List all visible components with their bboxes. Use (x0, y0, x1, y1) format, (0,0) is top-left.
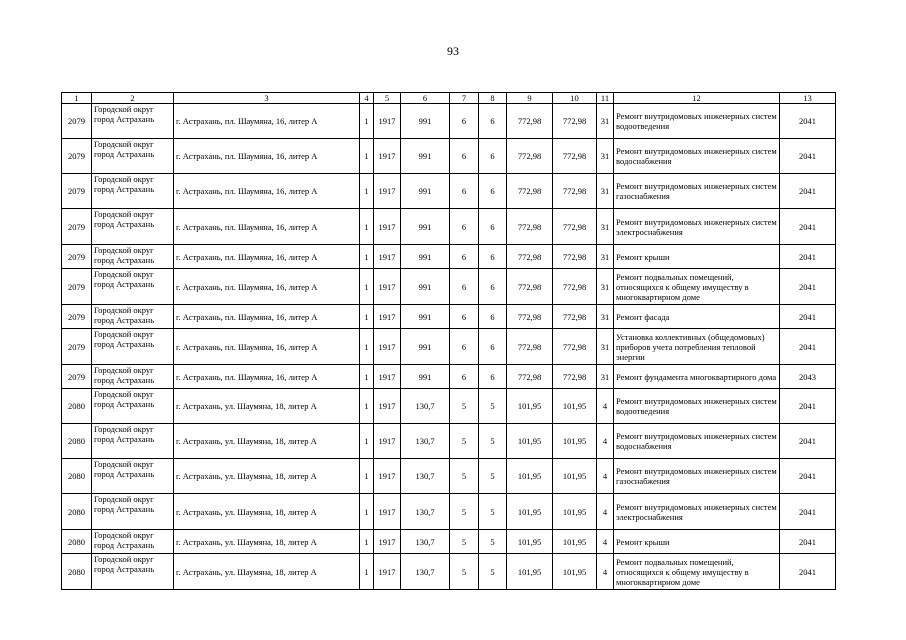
floors-min-cell: 6 (479, 104, 507, 139)
address-cell: г. Астрахань, ул. Шаумяна, 18, литер А (174, 389, 360, 424)
building-count-cell: 1 (360, 174, 374, 209)
floors-min-cell: 5 (479, 494, 507, 530)
column-header: 4 (360, 93, 374, 104)
residential-area-cell: 101,95 (507, 554, 553, 590)
residents-count-cell: 31 (597, 329, 614, 365)
table-row (62, 494, 836, 530)
floors-min-cell: 5 (479, 424, 507, 459)
total-area-cell: 991 (401, 269, 450, 305)
total-area-cell: 991 (401, 305, 450, 329)
row-number-cell: 2079 (62, 174, 92, 209)
address-cell: г. Астрахань, ул. Шаумяна, 18, литер А (174, 494, 360, 530)
row-number-cell: 2080 (62, 554, 92, 590)
residents-count-cell: 31 (597, 245, 614, 269)
building-count-cell: 1 (360, 554, 374, 590)
residential-area-cell: 772,98 (507, 365, 553, 389)
municipality-cell: Городской округ город Астрахань (92, 245, 174, 269)
column-header: 12 (614, 93, 780, 104)
floors-min-cell: 6 (479, 209, 507, 245)
residents-count-cell: 31 (597, 104, 614, 139)
repair-work-type-cell: Ремонт фундамента многоквартирного дома (614, 365, 780, 389)
address-cell: г. Астрахань, ул. Шаумяна, 18, литер А (174, 554, 360, 590)
floors-min-cell: 5 (479, 554, 507, 590)
total-area-cell: 130,7 (401, 424, 450, 459)
residential-area-cell: 101,95 (507, 424, 553, 459)
owned-area-cell: 772,98 (553, 104, 597, 139)
owned-area-cell: 772,98 (553, 365, 597, 389)
repair-work-type-cell: Ремонт крыши (614, 245, 780, 269)
total-area-cell: 991 (401, 365, 450, 389)
floors-max-cell: 5 (450, 554, 479, 590)
residential-area-cell: 772,98 (507, 269, 553, 305)
repair-work-type-cell: Ремонт подвальных помещений, относящихся к общему имуществу в многоквартирном доме (614, 269, 780, 305)
building-count-cell: 1 (360, 389, 374, 424)
row-number-cell: 2079 (62, 365, 92, 389)
row-number-cell: 2080 (62, 424, 92, 459)
total-area-cell: 991 (401, 174, 450, 209)
floors-max-cell: 6 (450, 209, 479, 245)
construction-year-cell: 1917 (374, 530, 401, 554)
residents-count-cell: 4 (597, 389, 614, 424)
construction-year-cell: 1917 (374, 174, 401, 209)
construction-year-cell: 1917 (374, 389, 401, 424)
row-number-cell: 2080 (62, 530, 92, 554)
total-area-cell: 991 (401, 245, 450, 269)
row-number-cell: 2080 (62, 389, 92, 424)
floors-min-cell: 5 (479, 389, 507, 424)
total-area-cell: 130,7 (401, 389, 450, 424)
column-number-row (62, 93, 836, 104)
planned-year-cell: 2041 (780, 554, 836, 590)
column-header: 6 (401, 93, 450, 104)
residents-count-cell: 31 (597, 139, 614, 174)
table-row (62, 424, 836, 459)
address-cell: г. Астрахань, ул. Шаумяна, 18, литер А (174, 459, 360, 494)
residents-count-cell: 4 (597, 494, 614, 530)
repair-work-type-cell: Ремонт внутридомовых инженерных систем электроснабжения (614, 494, 780, 530)
column-header: 7 (450, 93, 479, 104)
residential-area-cell: 772,98 (507, 104, 553, 139)
floors-max-cell: 5 (450, 424, 479, 459)
residents-count-cell: 31 (597, 305, 614, 329)
page-number: 93 (447, 44, 459, 58)
address-cell: г. Астрахань, ул. Шаумяна, 18, литер А (174, 424, 360, 459)
repair-work-type-cell: Ремонт внутридомовых инженерных систем электроснабжения (614, 209, 780, 245)
address-cell: г. Астрахань, пл. Шаумяна, 16, литер А (174, 329, 360, 365)
planned-year-cell: 2043 (780, 365, 836, 389)
municipality-cell: Городской округ город Астрахань (92, 139, 174, 174)
owned-area-cell: 772,98 (553, 174, 597, 209)
floors-max-cell: 6 (450, 305, 479, 329)
repair-work-type-cell: Ремонт внутридомовых инженерных систем водоотведения (614, 104, 780, 139)
planned-year-cell: 2041 (780, 269, 836, 305)
floors-max-cell: 6 (450, 245, 479, 269)
residential-area-cell: 772,98 (507, 174, 553, 209)
floors-max-cell: 6 (450, 104, 479, 139)
column-header: 3 (174, 93, 360, 104)
residential-area-cell: 772,98 (507, 329, 553, 365)
total-area-cell: 991 (401, 209, 450, 245)
planned-year-cell: 2041 (780, 245, 836, 269)
owned-area-cell: 772,98 (553, 329, 597, 365)
building-count-cell: 1 (360, 424, 374, 459)
residents-count-cell: 31 (597, 365, 614, 389)
total-area-cell: 130,7 (401, 554, 450, 590)
column-header: 1 (62, 93, 92, 104)
owned-area-cell: 772,98 (553, 305, 597, 329)
municipality-cell: Городской округ город Астрахань (92, 424, 174, 459)
floors-min-cell: 6 (479, 329, 507, 365)
municipality-cell: Городской округ город Астрахань (92, 459, 174, 494)
floors-min-cell: 5 (479, 459, 507, 494)
floors-max-cell: 6 (450, 329, 479, 365)
column-header: 9 (507, 93, 553, 104)
planned-year-cell: 2041 (780, 424, 836, 459)
planned-year-cell: 2041 (780, 139, 836, 174)
construction-year-cell: 1917 (374, 329, 401, 365)
address-cell: г. Астрахань, пл. Шаумяна, 16, литер А (174, 305, 360, 329)
construction-year-cell: 1917 (374, 104, 401, 139)
planned-year-cell: 2041 (780, 329, 836, 365)
municipality-cell: Городской округ город Астрахань (92, 104, 174, 139)
repair-work-type-cell: Ремонт внутридомовых инженерных систем газоснабжения (614, 174, 780, 209)
floors-min-cell: 6 (479, 245, 507, 269)
planned-year-cell: 2041 (780, 494, 836, 530)
building-count-cell: 1 (360, 365, 374, 389)
floors-max-cell: 6 (450, 269, 479, 305)
floors-max-cell: 5 (450, 494, 479, 530)
row-number-cell: 2080 (62, 494, 92, 530)
municipality-cell: Городской округ город Астрахань (92, 174, 174, 209)
building-count-cell: 1 (360, 245, 374, 269)
total-area-cell: 130,7 (401, 530, 450, 554)
residents-count-cell: 4 (597, 459, 614, 494)
floors-max-cell: 5 (450, 530, 479, 554)
table-row (62, 365, 836, 389)
floors-min-cell: 5 (479, 530, 507, 554)
building-count-cell: 1 (360, 530, 374, 554)
row-number-cell: 2079 (62, 329, 92, 365)
building-count-cell: 1 (360, 104, 374, 139)
owned-area-cell: 772,98 (553, 269, 597, 305)
residents-count-cell: 4 (597, 554, 614, 590)
construction-year-cell: 1917 (374, 305, 401, 329)
row-number-cell: 2079 (62, 305, 92, 329)
row-number-cell: 2080 (62, 459, 92, 494)
total-area-cell: 130,7 (401, 494, 450, 530)
floors-min-cell: 6 (479, 269, 507, 305)
owned-area-cell: 101,95 (553, 554, 597, 590)
address-cell: г. Астрахань, пл. Шаумяна, 16, литер А (174, 209, 360, 245)
owned-area-cell: 772,98 (553, 209, 597, 245)
column-header: 5 (374, 93, 401, 104)
building-count-cell: 1 (360, 494, 374, 530)
repair-work-type-cell: Ремонт крыши (614, 530, 780, 554)
planned-year-cell: 2041 (780, 389, 836, 424)
column-header: 10 (553, 93, 597, 104)
construction-year-cell: 1917 (374, 209, 401, 245)
residential-area-cell: 101,95 (507, 530, 553, 554)
planned-year-cell: 2041 (780, 209, 836, 245)
address-cell: г. Астрахань, пл. Шаумяна, 16, литер А (174, 174, 360, 209)
residents-count-cell: 4 (597, 530, 614, 554)
owned-area-cell: 101,95 (553, 494, 597, 530)
building-count-cell: 1 (360, 459, 374, 494)
row-number-cell: 2079 (62, 245, 92, 269)
table-row (62, 245, 836, 269)
table-row (62, 269, 836, 305)
floors-max-cell: 6 (450, 139, 479, 174)
floors-min-cell: 6 (479, 174, 507, 209)
floors-min-cell: 6 (479, 365, 507, 389)
table-row (62, 174, 836, 209)
construction-year-cell: 1917 (374, 494, 401, 530)
owned-area-cell: 772,98 (553, 245, 597, 269)
municipality-cell: Городской округ город Астрахань (92, 209, 174, 245)
municipality-cell: Городской округ город Астрахань (92, 305, 174, 329)
planned-year-cell: 2041 (780, 530, 836, 554)
residents-count-cell: 31 (597, 209, 614, 245)
table-row (62, 139, 836, 174)
repair-work-type-cell: Ремонт внутридомовых инженерных систем водоотведения (614, 389, 780, 424)
column-header: 8 (479, 93, 507, 104)
construction-year-cell: 1917 (374, 459, 401, 494)
repair-work-type-cell: Ремонт внутридомовых инженерных систем водоснабжения (614, 424, 780, 459)
table-row (62, 389, 836, 424)
table-row (62, 459, 836, 494)
floors-max-cell: 5 (450, 389, 479, 424)
residential-area-cell: 772,98 (507, 209, 553, 245)
floors-min-cell: 6 (479, 305, 507, 329)
municipality-cell: Городской округ город Астрахань (92, 365, 174, 389)
residents-count-cell: 4 (597, 424, 614, 459)
municipality-cell: Городской округ город Астрахань (92, 269, 174, 305)
address-cell: г. Астрахань, пл. Шаумяна, 16, литер А (174, 245, 360, 269)
address-cell: г. Астрахань, пл. Шаумяна, 16, литер А (174, 104, 360, 139)
owned-area-cell: 101,95 (553, 459, 597, 494)
address-cell: г. Астрахань, пл. Шаумяна, 16, литер А (174, 365, 360, 389)
row-number-cell: 2079 (62, 139, 92, 174)
total-area-cell: 991 (401, 329, 450, 365)
table-row (62, 305, 836, 329)
housing-repair-table (61, 92, 836, 590)
owned-area-cell: 772,98 (553, 139, 597, 174)
table-row (62, 209, 836, 245)
floors-max-cell: 6 (450, 365, 479, 389)
municipality-cell: Городской округ город Астрахань (92, 329, 174, 365)
residential-area-cell: 101,95 (507, 494, 553, 530)
address-cell: г. Астрахань, пл. Шаумяна, 16, литер А (174, 139, 360, 174)
municipality-cell: Городской округ город Астрахань (92, 389, 174, 424)
repair-work-type-cell: Ремонт внутридомовых инженерных систем газоснабжения (614, 459, 780, 494)
column-header: 11 (597, 93, 614, 104)
row-number-cell: 2079 (62, 104, 92, 139)
table-row (62, 329, 836, 365)
residents-count-cell: 31 (597, 174, 614, 209)
column-header: 13 (780, 93, 836, 104)
address-cell: г. Астрахань, пл. Шаумяна, 16, литер А (174, 269, 360, 305)
floors-max-cell: 6 (450, 174, 479, 209)
building-count-cell: 1 (360, 209, 374, 245)
construction-year-cell: 1917 (374, 139, 401, 174)
building-count-cell: 1 (360, 269, 374, 305)
municipality-cell: Городской округ город Астрахань (92, 530, 174, 554)
floors-max-cell: 5 (450, 459, 479, 494)
total-area-cell: 130,7 (401, 459, 450, 494)
planned-year-cell: 2041 (780, 459, 836, 494)
construction-year-cell: 1917 (374, 245, 401, 269)
column-header: 2 (92, 93, 174, 104)
table-row (62, 104, 836, 139)
municipality-cell: Городской округ город Астрахань (92, 554, 174, 590)
building-count-cell: 1 (360, 329, 374, 365)
planned-year-cell: 2041 (780, 104, 836, 139)
residential-area-cell: 772,98 (507, 139, 553, 174)
construction-year-cell: 1917 (374, 269, 401, 305)
address-cell: г. Астрахань, ул. Шаумяна, 18, литер А (174, 530, 360, 554)
owned-area-cell: 101,95 (553, 389, 597, 424)
building-count-cell: 1 (360, 305, 374, 329)
table-row (62, 530, 836, 554)
residential-area-cell: 101,95 (507, 459, 553, 494)
planned-year-cell: 2041 (780, 305, 836, 329)
construction-year-cell: 1917 (374, 554, 401, 590)
repair-work-type-cell: Ремонт подвальных помещений, относящихся к общему имуществу в многоквартирном доме (614, 554, 780, 590)
row-number-cell: 2079 (62, 269, 92, 305)
owned-area-cell: 101,95 (553, 424, 597, 459)
municipality-cell: Городской округ город Астрахань (92, 494, 174, 530)
residential-area-cell: 772,98 (507, 245, 553, 269)
row-number-cell: 2079 (62, 209, 92, 245)
building-count-cell: 1 (360, 139, 374, 174)
floors-min-cell: 6 (479, 139, 507, 174)
repair-work-type-cell: Ремонт фасада (614, 305, 780, 329)
table-row (62, 554, 836, 590)
construction-year-cell: 1917 (374, 424, 401, 459)
residents-count-cell: 31 (597, 269, 614, 305)
residential-area-cell: 101,95 (507, 389, 553, 424)
repair-work-type-cell: Ремонт внутридомовых инженерных систем водоснабжения (614, 139, 780, 174)
total-area-cell: 991 (401, 139, 450, 174)
residential-area-cell: 772,98 (507, 305, 553, 329)
total-area-cell: 991 (401, 104, 450, 139)
planned-year-cell: 2041 (780, 174, 836, 209)
repair-work-type-cell: Установка коллективных (общедомовых) приборов учета потребления тепловой энергии (614, 329, 780, 365)
owned-area-cell: 101,95 (553, 530, 597, 554)
construction-year-cell: 1917 (374, 365, 401, 389)
